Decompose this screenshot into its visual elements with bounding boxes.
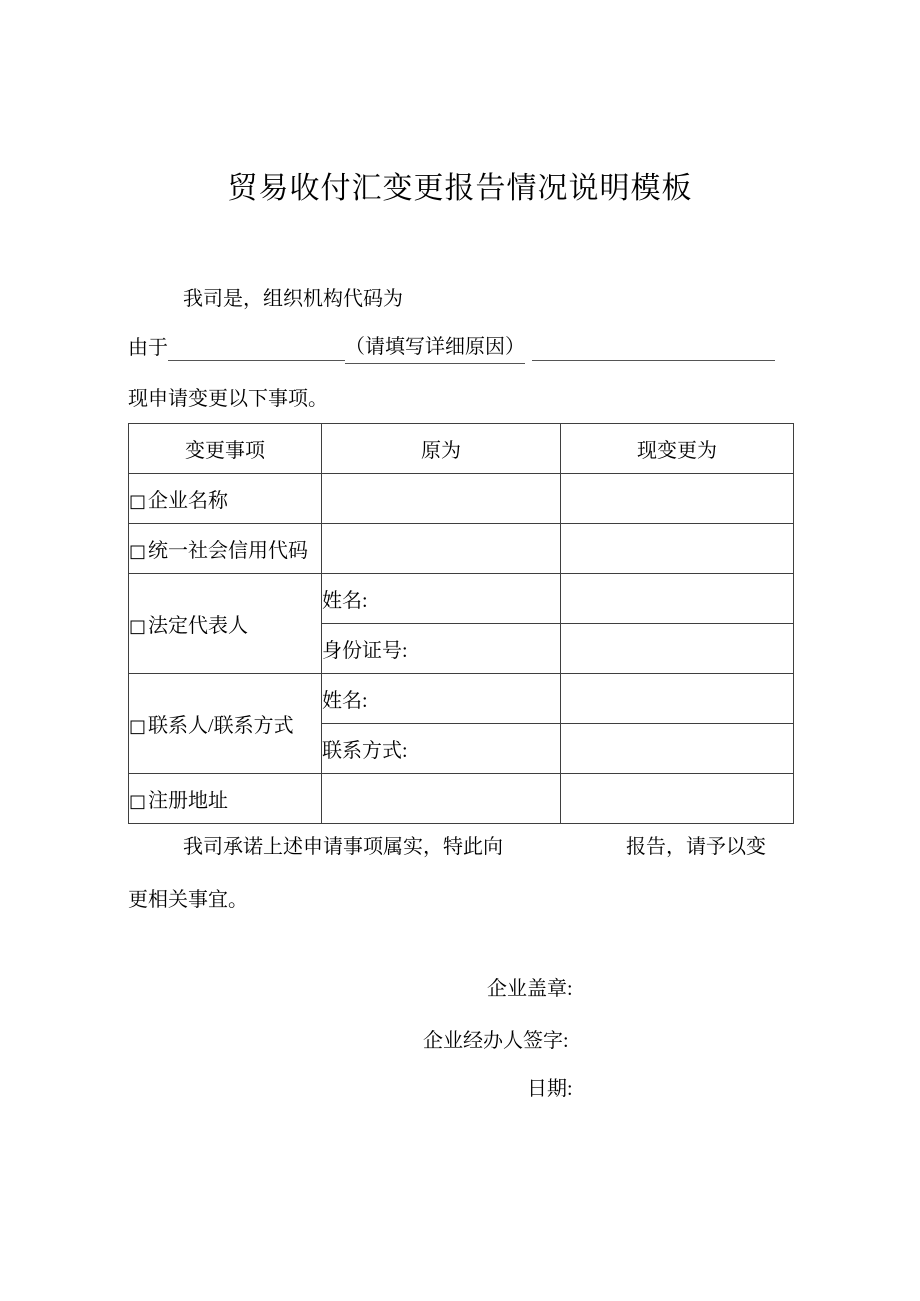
cell-new-company-name[interactable] [561,474,794,524]
cell-original-company-name[interactable] [322,474,561,524]
signature-date-label: 日期: [527,1078,573,1100]
table-row [129,674,794,724]
header-cell-change-item: 变更事项 [129,424,322,474]
label-registered-address: 注册地址 [148,790,229,812]
cell-legal-rep-id-label[interactable]: 身份证号: [322,624,561,674]
table-row [129,774,794,824]
table-row [129,524,794,574]
cell-new-contact-method[interactable] [561,724,794,774]
closing-line-2: 更相关事宜。 [128,889,248,911]
cell-original-credit-code[interactable] [322,524,561,574]
cell-original-registered-address[interactable] [322,774,561,824]
apply-line: 现申请变更以下事项。 [128,388,328,410]
checkbox-registered-address[interactable]: □ [129,791,147,812]
checkbox-legal-rep[interactable]: □ [129,616,147,637]
table-header-row [129,424,794,474]
closing-line-1 [183,834,766,860]
cell-new-registered-address[interactable] [561,774,794,824]
cell-new-contact-name[interactable] [561,674,794,724]
header-cell-original: 原为 [322,424,561,474]
signature-agent-label: 企业经办人签字: [423,1030,569,1052]
change-items-table [128,423,794,824]
table-row [129,474,794,524]
checkbox-contact[interactable]: □ [129,716,147,737]
label-legal-rep: 法定代表人 [148,615,249,637]
signature-seal-label: 企业盖章: [487,978,573,1000]
cell-legal-rep-name-label[interactable]: 姓名: [322,574,561,624]
label-credit-code: 统一社会信用代码 [148,540,309,562]
checkbox-credit-code[interactable]: □ [129,541,147,562]
cell-contact-name-label[interactable]: 姓名: [322,674,561,724]
label-contact: 联系人/联系方式 [148,715,294,737]
label-company-name: 企业名称 [148,490,229,512]
header-cell-new: 现变更为 [561,424,794,474]
reason-blank-1[interactable] [168,359,345,361]
reason-hint: （请填写详细原因） [345,334,525,364]
closing-part1: 我司承诺上述申请事项属实，特此向 [183,836,503,858]
cell-new-legal-rep-id[interactable] [561,624,794,674]
org-code-line: 我司是，组织机构代码为 [183,288,403,310]
reason-blank-2[interactable] [532,359,775,361]
table-row [129,574,794,624]
closing-part2: 报告，请予以变 [626,836,766,858]
cell-new-legal-rep-name[interactable] [561,574,794,624]
cell-new-credit-code[interactable] [561,524,794,574]
cell-contact-method-label[interactable]: 联系方式: [322,724,561,774]
reason-prefix: 由于 [128,337,168,359]
page-title: 贸易收付汇变更报告情况说明模板 [227,172,693,205]
checkbox-company-name[interactable]: □ [129,491,147,512]
reason-line [128,334,775,364]
